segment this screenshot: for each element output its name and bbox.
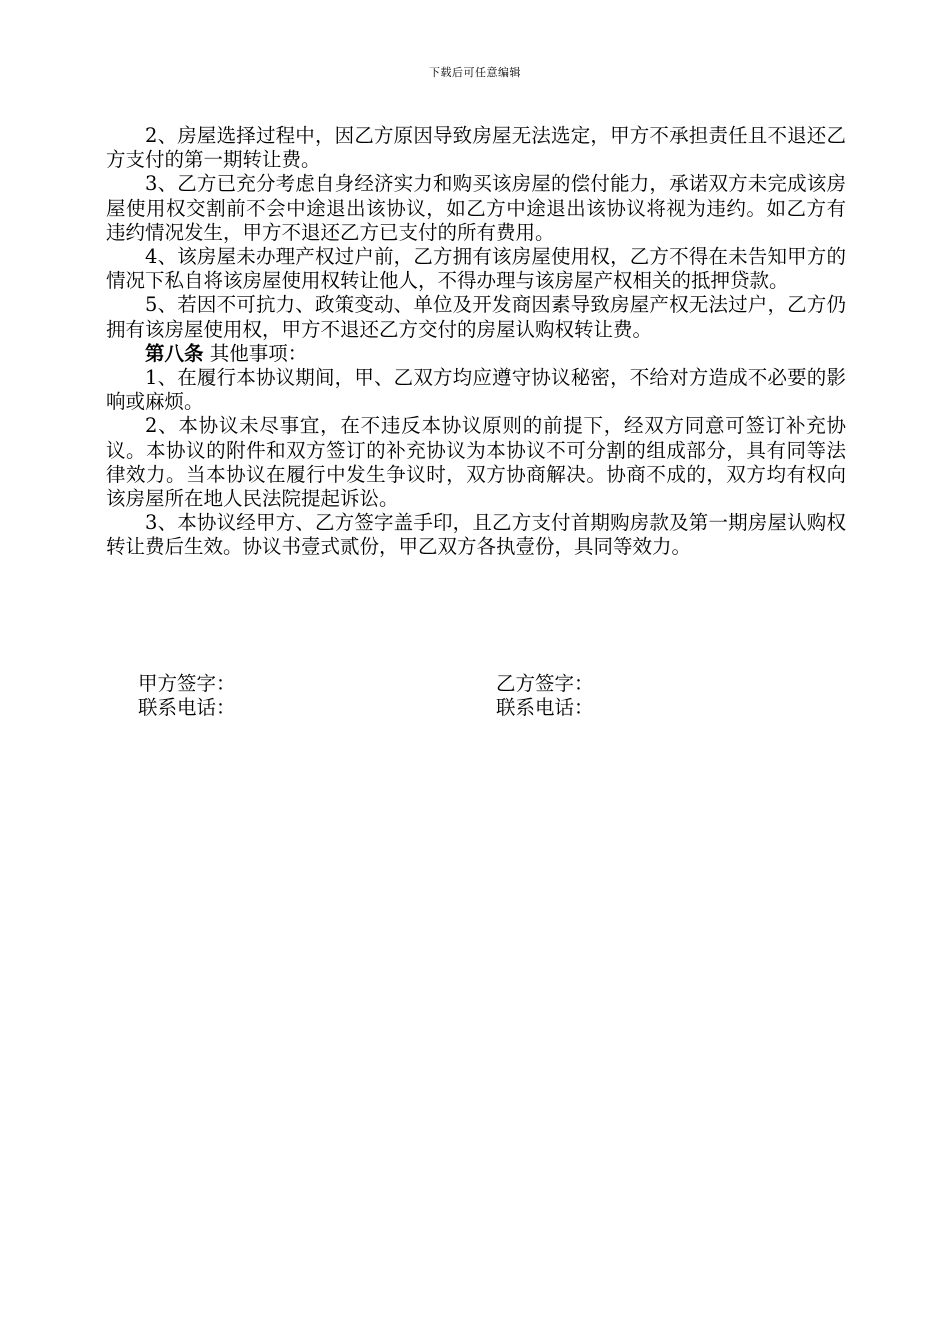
article-8-title: 其他事项： xyxy=(209,341,308,365)
article-8-item-1: 1、在履行本协议期间，甲、乙双方均应遵守协议秘密，不给对方造成不必要的影响或麻烦。 xyxy=(106,366,846,414)
phone-row xyxy=(138,696,838,720)
article-8-title-line xyxy=(106,342,846,366)
party-a-phone-label: 联系电话： xyxy=(138,696,236,719)
signature-block xyxy=(138,672,838,720)
clause-2: 2、房屋选择过程中，因乙方原因导致房屋无法选定，甲方不承担责任且不退还乙方支付的第一期转让费。 xyxy=(106,124,846,172)
party-b-phone-label: 联系电话： xyxy=(496,696,594,719)
party-b-signature-label: 乙方签字： xyxy=(496,672,594,695)
article-8-heading: 第八条 xyxy=(145,341,204,365)
article-8-item-3: 3、本协议经甲方、乙方签字盖手印，且乙方支付首期购房款及第一期房屋认购权转让费后生效。协议书壹式贰份，甲乙双方各执壹份，具同等效力。 xyxy=(106,511,846,559)
article-8-item-2: 2、本协议未尽事宜，在不违反本协议原则的前提下，经双方同意可签订补充协议。本协议的附件和双方签订的补充协议为本协议不可分割的组成部分，具有同等法律效力。当本协议在履行中发生争议时，双方协商解决。协商不成的，双方均有权向该房屋所在地人民法院提起诉讼。 xyxy=(106,414,846,511)
clause-4: 4、该房屋未办理产权过户前，乙方拥有该房屋使用权，乙方不得在未告知甲方的情况下私自将该房屋使用权转让他人，不得办理与该房屋产权相关的抵押贷款。 xyxy=(106,245,846,293)
signature-row xyxy=(138,672,838,696)
clause-5: 5、若因不可抗力、政策变动、单位及开发商因素导致房屋产权无法过户，乙方仍拥有该房屋使用权，甲方不退还乙方交付的房屋认购权转让费。 xyxy=(106,293,846,341)
agreement-body xyxy=(106,124,846,560)
clause-3: 3、乙方已充分考虑自身经济实力和购买该房屋的偿付能力，承诺双方未完成该房屋使用权交割前不会中途退出该协议，如乙方中途退出该协议将视为违约。如乙方有违约情况发生，甲方不退还乙方已支付的所有费用。 xyxy=(106,172,846,244)
header-note: 下载后可任意编辑 xyxy=(429,66,521,79)
party-a-signature-label: 甲方签字： xyxy=(138,672,236,695)
